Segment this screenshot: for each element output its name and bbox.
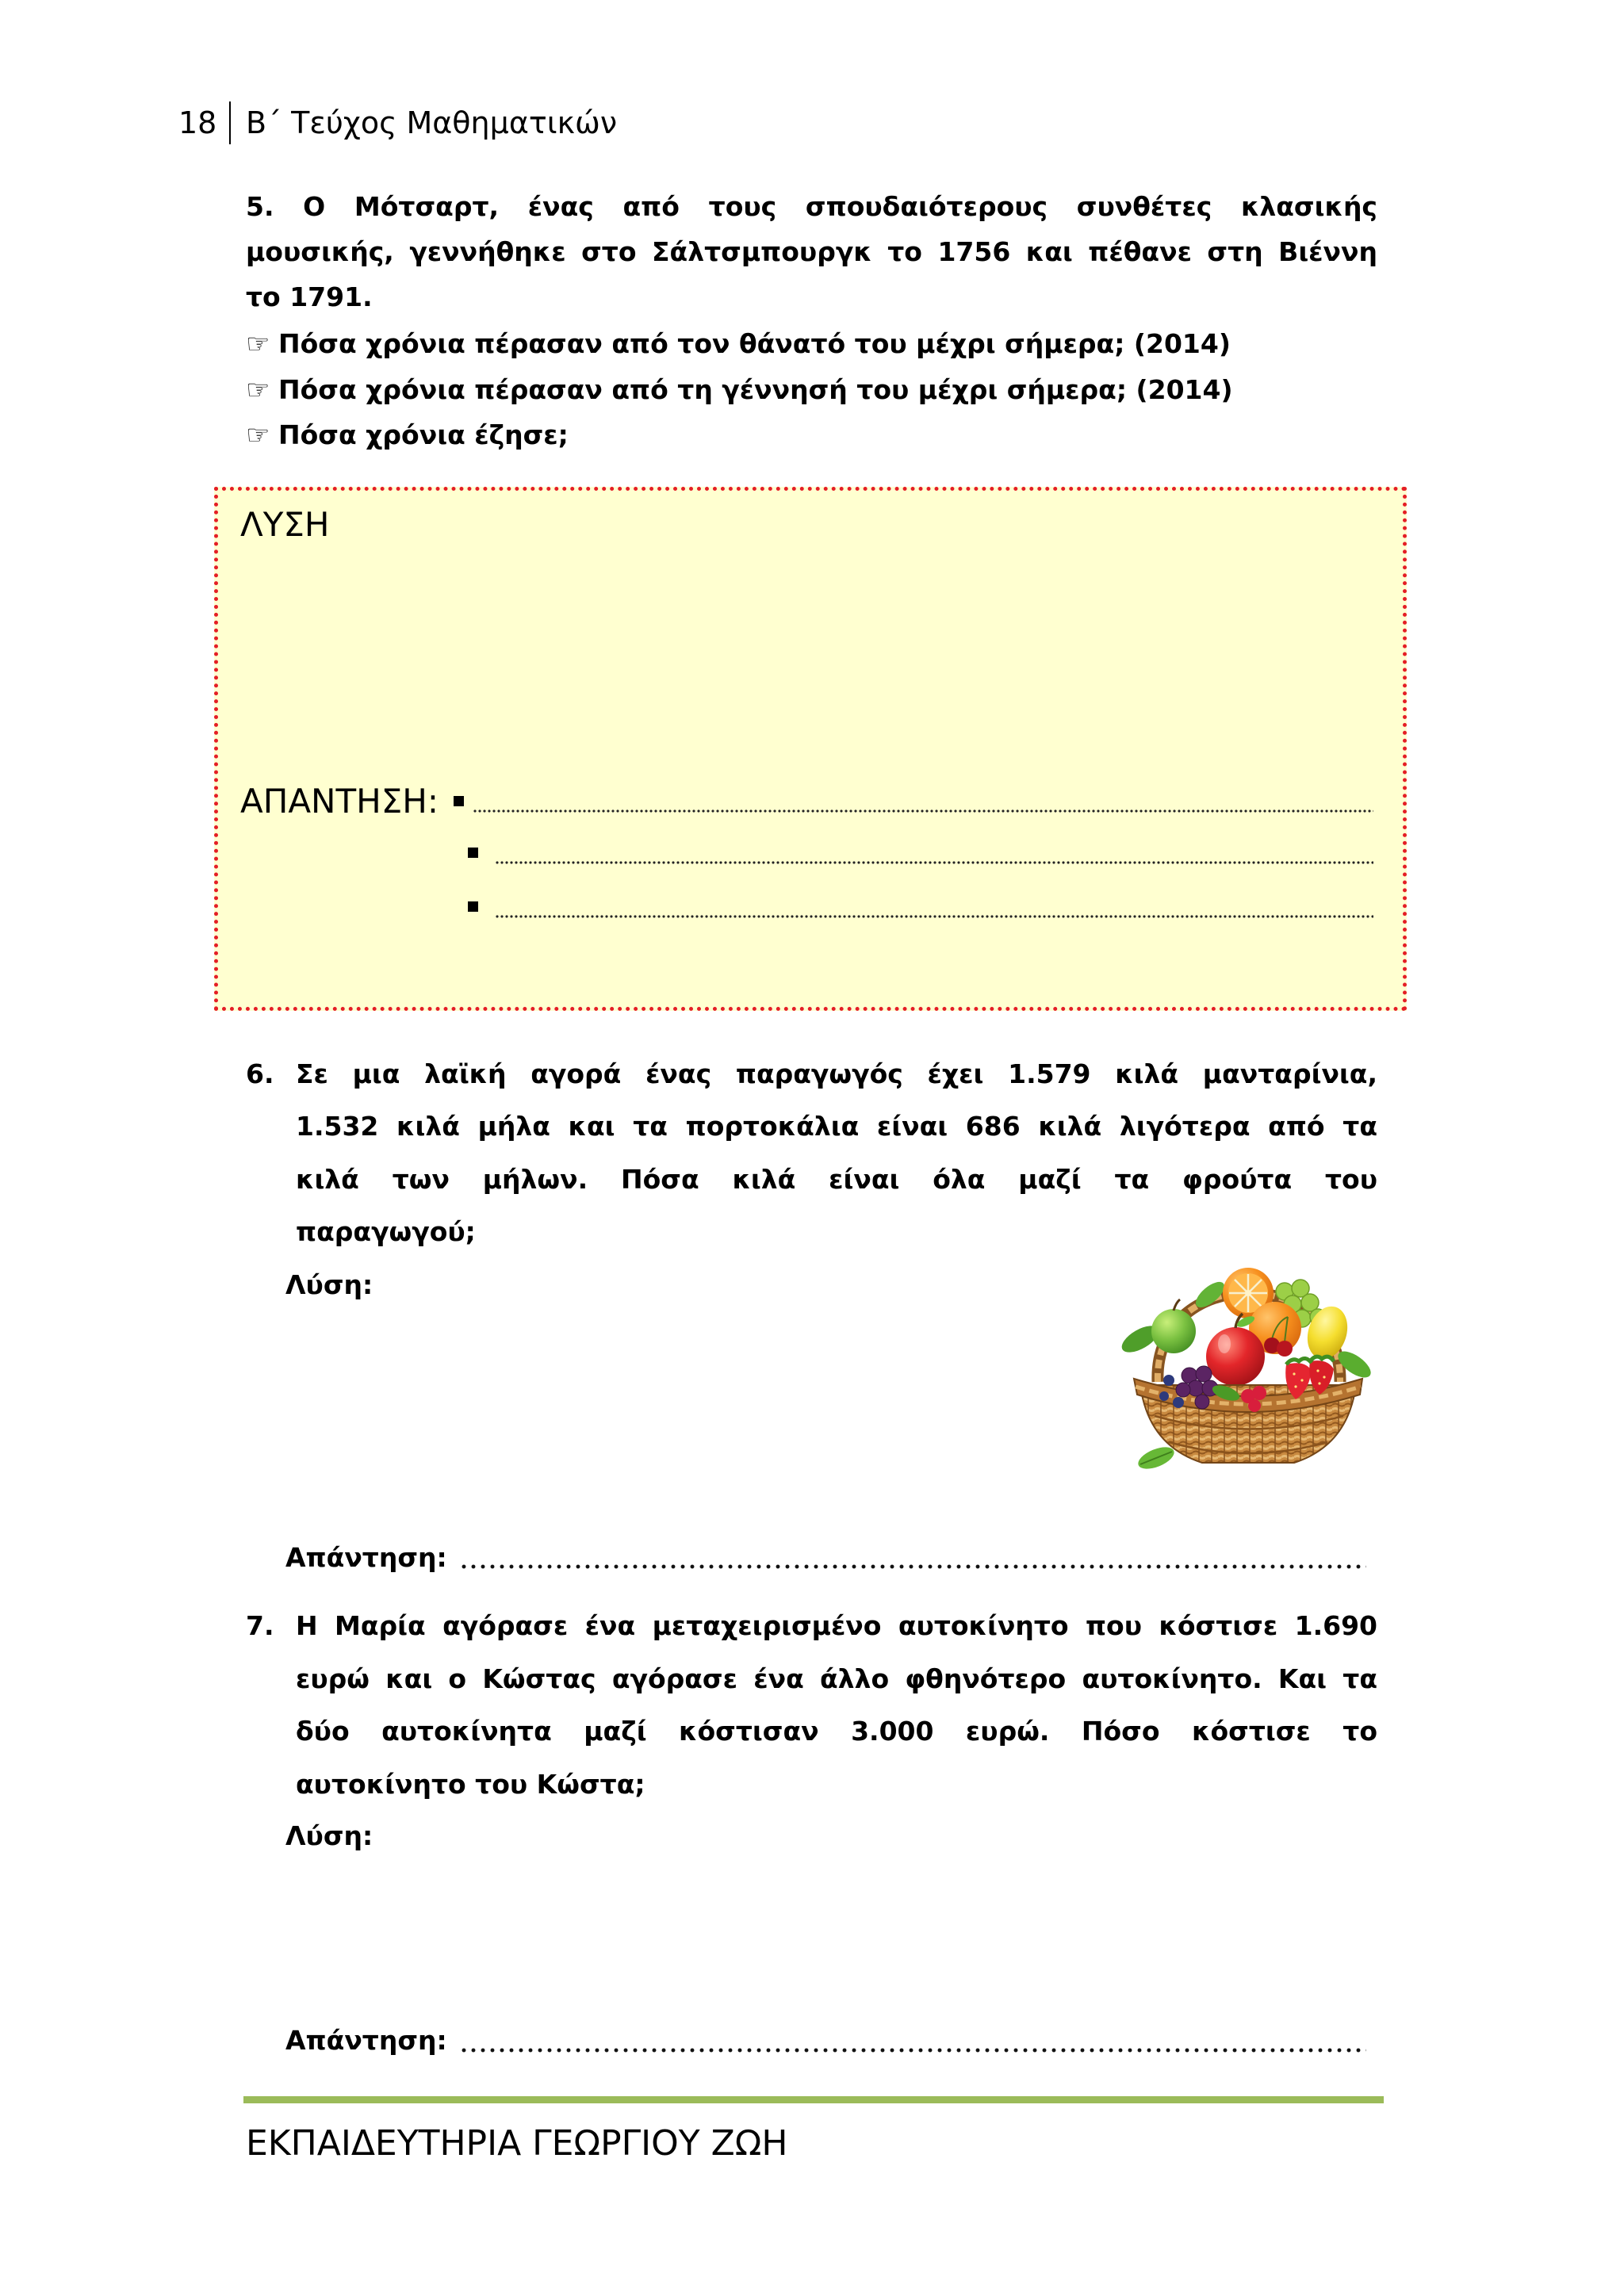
square-bullet-icon bbox=[454, 796, 464, 806]
answer-blank-line bbox=[495, 914, 1373, 919]
answer-blank-line bbox=[495, 860, 1373, 865]
problem-text-line: παραγωγού; bbox=[296, 1216, 476, 1247]
answer-blank-line bbox=[462, 1564, 1366, 1569]
problem-text-line: 1.532 κιλά μήλα και τα πορτοκάλια είναι 686 κιλά λιγότερα από τα bbox=[296, 1111, 1377, 1142]
problem-text-line: μουσικής, γεννήθηκε στο Σάλτσμπουργκ το 1756 και πέθανε στη Βιέννη bbox=[246, 236, 1377, 267]
problem-text-line: το 1791. bbox=[246, 281, 373, 312]
problem-text-line: ευρώ και ο Κώστας αγόρασε ένα άλλο φθηνότερο αυτοκίνητο. Και τα bbox=[296, 1663, 1377, 1694]
answer-label: ΑΠΑΝΤΗΣΗ: bbox=[240, 782, 439, 821]
answer-label: Απάντηση: bbox=[285, 2025, 447, 2056]
solution-box bbox=[214, 487, 1407, 1011]
answer-label: Απάντηση: bbox=[285, 1542, 447, 1573]
page-number: 18 bbox=[178, 105, 217, 140]
solution-label: Λύση: bbox=[285, 1820, 373, 1851]
problem-text-line: κιλά των μήλων. Πόσα κιλά είναι όλα μαζί τα φρούτα του bbox=[296, 1164, 1377, 1195]
pointing-hand-icon bbox=[246, 324, 278, 364]
problem-text-line: 5. Ο Μότσαρτ, ένας από τους σπουδαιότερους συνθέτες κλασικής bbox=[246, 191, 1377, 222]
footer-school-name: ΕΚΠΑΙΔΕΥΤΗΡΙΑ ΓΕΩΡΓΙΟΥ ΖΩΗ bbox=[246, 2123, 788, 2164]
problem-text-line: Σε μια λαϊκή αγορά ένας παραγωγός έχει 1.579 κιλά μανταρίνια, bbox=[296, 1058, 1377, 1089]
problem-text-line: Η Μαρία αγόρασε ένα μεταχειρισμένο αυτοκίνητο που κόστισε 1.690 bbox=[296, 1610, 1377, 1641]
problem-text-line: δύο αυτοκίνητα μαζί κόστισαν 3.000 ευρώ. Πόσο κόστισε το bbox=[296, 1716, 1377, 1747]
question-item bbox=[246, 324, 1231, 364]
question-text: Πόσα χρόνια πέρασαν από τη γέννησή του μέχρι σήμερα; (2014) bbox=[278, 374, 1233, 405]
answer-blank-line bbox=[473, 809, 1373, 813]
problem-text-line: αυτοκίνητο του Κώστα; bbox=[296, 1769, 645, 1800]
square-bullet-icon bbox=[468, 901, 478, 912]
solution-label: Λύση: bbox=[285, 1269, 373, 1300]
question-item bbox=[246, 415, 569, 455]
answer-blank-line bbox=[462, 2048, 1366, 2053]
pointing-hand-icon bbox=[246, 370, 278, 410]
footer-divider bbox=[243, 2096, 1384, 2103]
problem-number: 6. bbox=[246, 1058, 274, 1089]
header-separator bbox=[229, 101, 231, 144]
fruit-basket-icon bbox=[1116, 1246, 1378, 1474]
fruit-basket-image bbox=[1116, 1246, 1378, 1474]
problem-number: 7. bbox=[246, 1610, 274, 1641]
solution-label: ΛΥΣΗ bbox=[240, 505, 330, 544]
booklet-title: Β΄ Τεύχος Μαθηματικών bbox=[246, 105, 618, 140]
square-bullet-icon bbox=[468, 848, 478, 858]
pointing-hand-icon bbox=[246, 415, 278, 455]
question-item bbox=[246, 370, 1233, 410]
question-text: Πόσα χρόνια έζησε; bbox=[278, 419, 569, 450]
question-text: Πόσα χρόνια πέρασαν από τον θάνατό του μέχρι σήμερα; (2014) bbox=[278, 328, 1231, 359]
